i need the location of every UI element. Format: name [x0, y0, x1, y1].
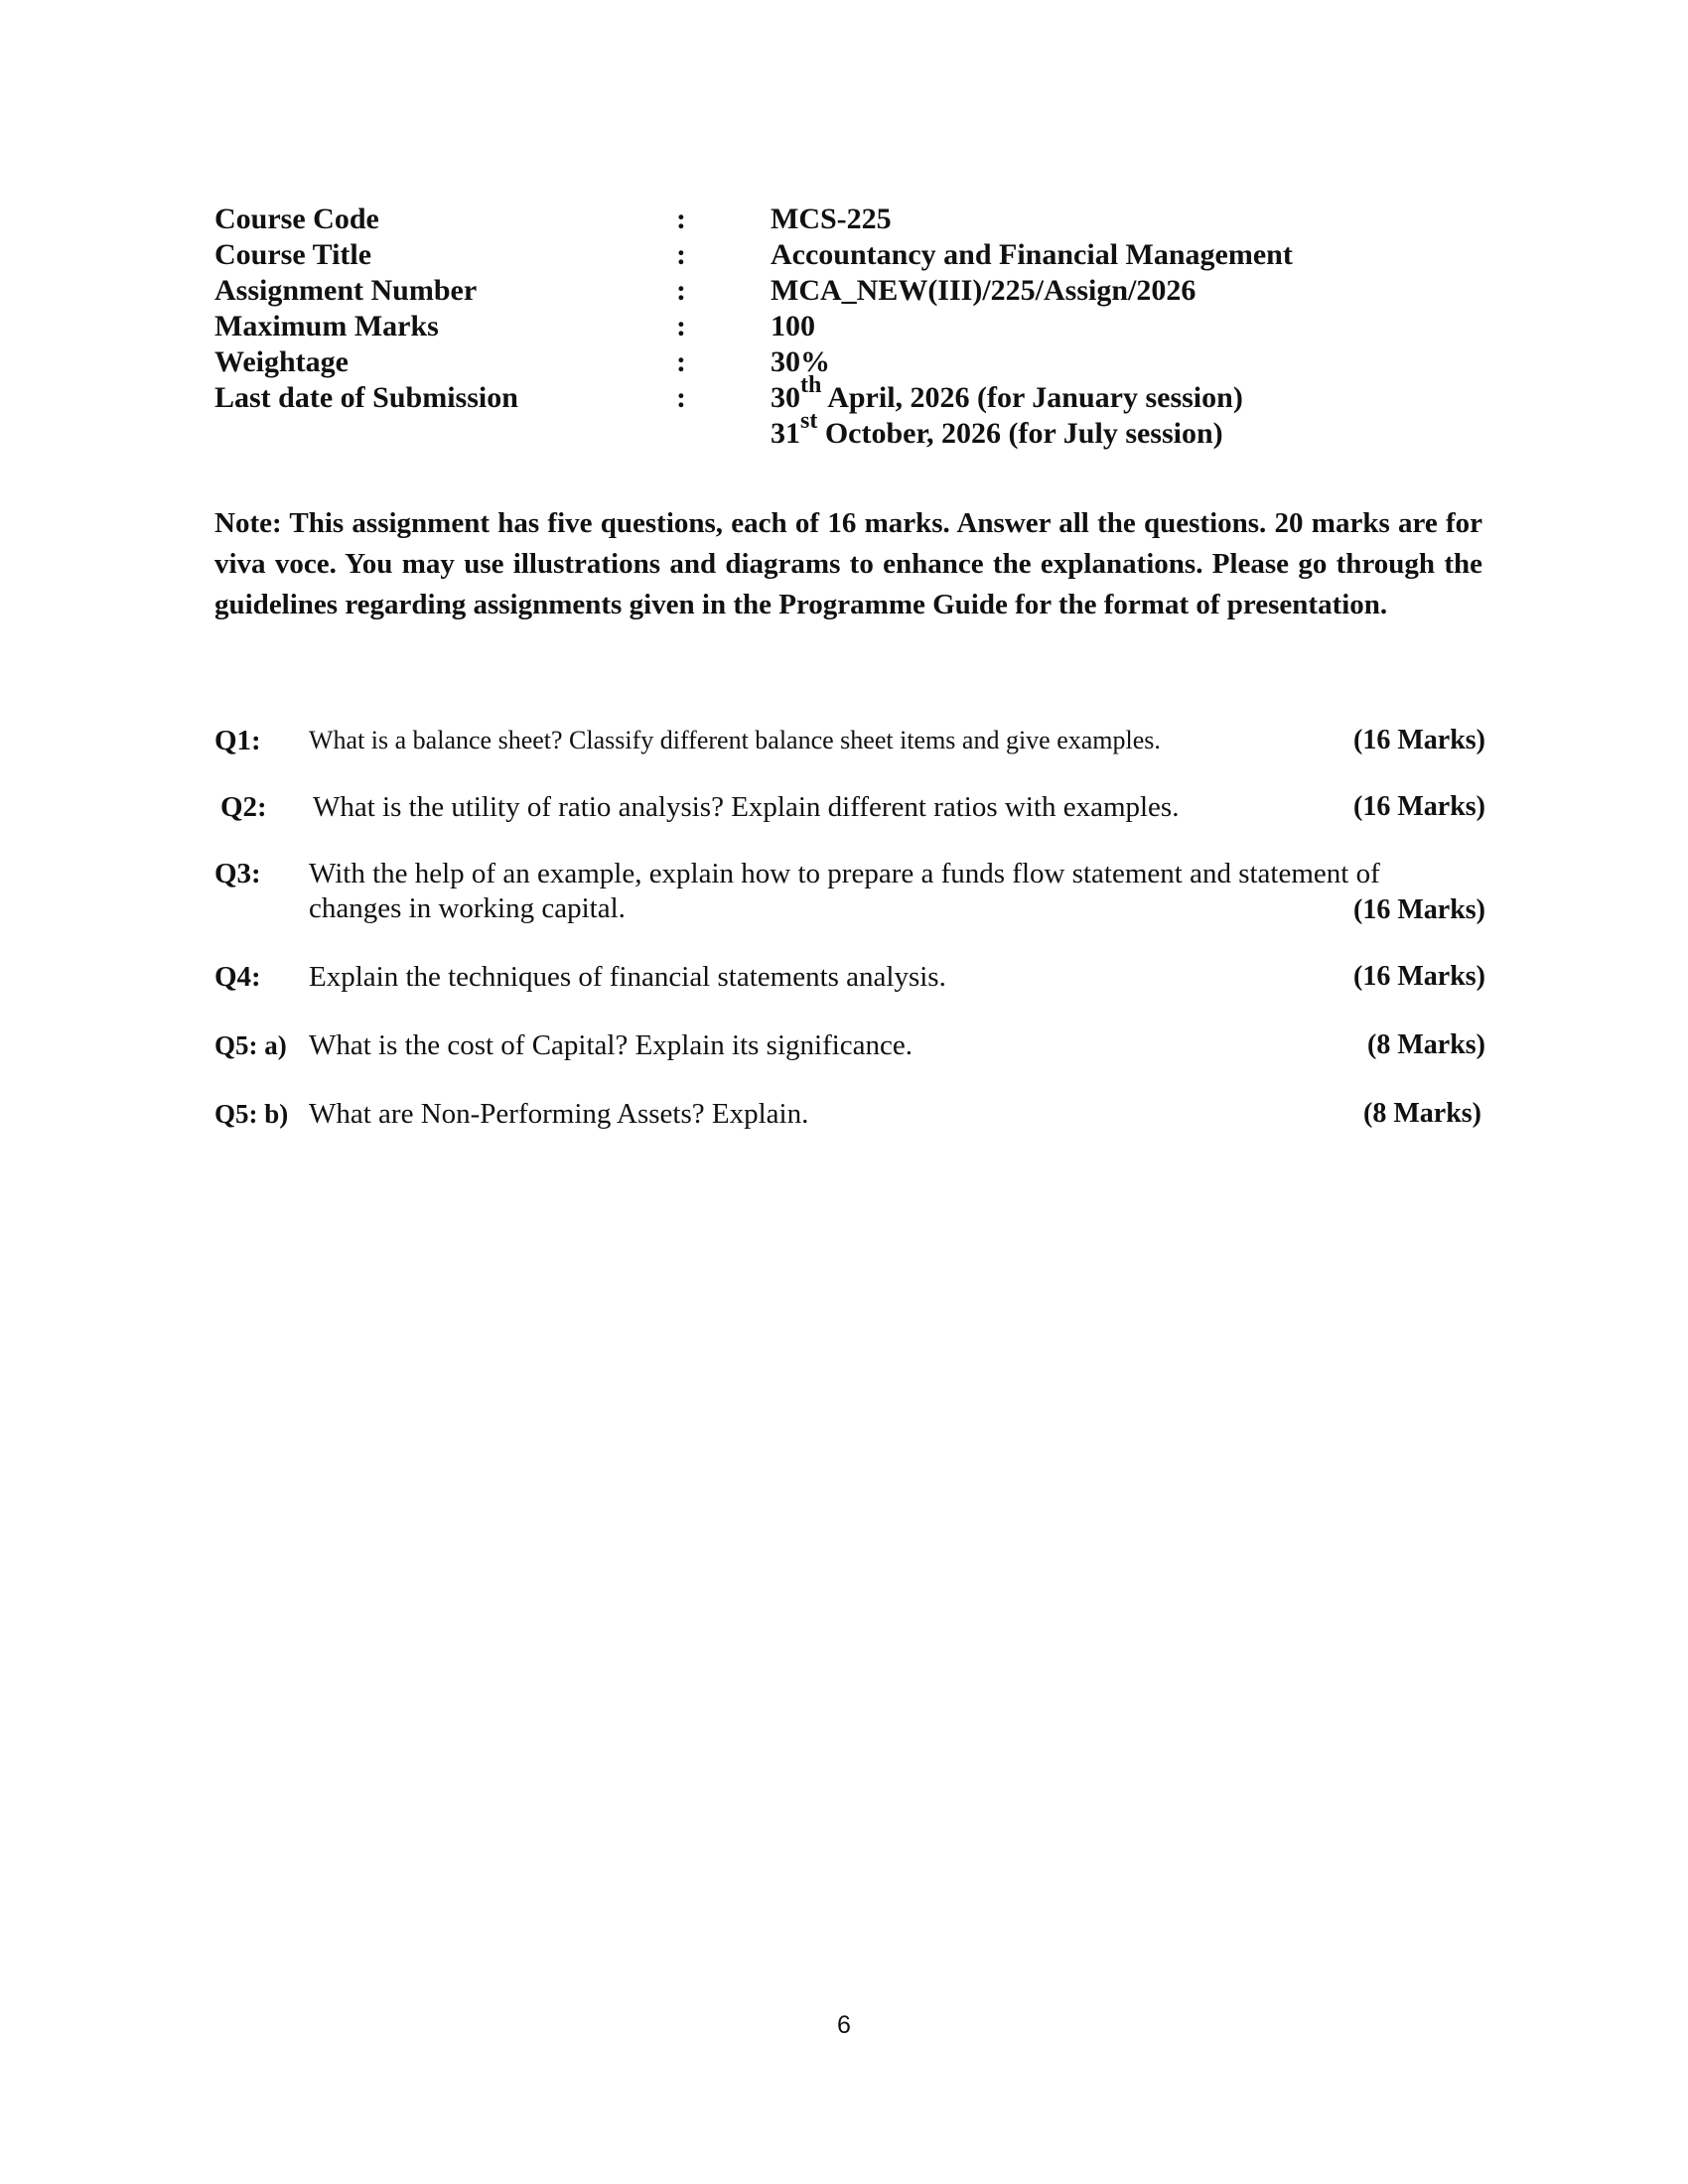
- weightage-value: 30%: [771, 345, 830, 378]
- date-day: 31: [771, 417, 800, 450]
- question-number: Q5: b): [214, 1099, 289, 1129]
- question-number: Q1:: [214, 725, 261, 756]
- question-number: Q5: a): [214, 1030, 287, 1060]
- question-marks: (16 Marks): [1353, 791, 1485, 822]
- question-text: What is the cost of Capital? Explain its significance.: [309, 1029, 914, 1061]
- question-marks: (8 Marks): [1363, 1098, 1481, 1129]
- question-text: What is a balance sheet? Classify different balance sheet items and give examples.: [309, 726, 1161, 754]
- course-info: [214, 202, 1505, 452]
- maximum-marks-value: 100: [771, 310, 815, 342]
- info-colon: :: [676, 274, 686, 307]
- question-marks: (16 Marks): [1353, 894, 1485, 925]
- course-code-value: MCS-225: [771, 203, 892, 235]
- submission-row-2: [214, 408, 1505, 452]
- question-3: [214, 856, 1485, 929]
- date-rest: October, 2026 (for July session): [817, 417, 1223, 450]
- info-colon: :: [676, 238, 686, 271]
- page-number: 6: [837, 2011, 851, 2039]
- question-text-line-2: changes in working capital.: [309, 892, 626, 924]
- assignment-number-row: [214, 273, 1505, 309]
- maximum-marks-row: [214, 309, 1505, 344]
- question-marks: (16 Marks): [1353, 961, 1485, 992]
- question-text: What are Non-Performing Assets? Explain.: [309, 1098, 809, 1130]
- info-colon: :: [676, 345, 686, 378]
- date-day: 30: [771, 381, 800, 414]
- info-colon: :: [676, 381, 686, 414]
- date-ordinal: th: [800, 372, 822, 398]
- info-label: Course Code: [214, 203, 379, 235]
- question-number: Q3:: [214, 858, 261, 889]
- info-label: Last date of Submission: [214, 381, 518, 414]
- assignment-number-value: MCA_NEW(III)/225/Assign/2026: [771, 274, 1196, 307]
- date-rest: April, 2026 (for January session): [821, 381, 1243, 414]
- info-label: Course Title: [214, 238, 372, 271]
- question-marks: (8 Marks): [1367, 1029, 1485, 1060]
- info-label: Weightage: [214, 345, 349, 378]
- question-marks: (16 Marks): [1353, 725, 1485, 755]
- info-colon: :: [676, 203, 686, 235]
- submission-row: [214, 372, 1505, 416]
- course-code-row: [214, 202, 1505, 237]
- info-colon: :: [676, 310, 686, 342]
- question-text: What is the utility of ratio analysis? Explain different ratios with examples.: [313, 791, 1180, 823]
- info-label: Assignment Number: [214, 274, 478, 307]
- question-text-line-1: With the help of an example, explain how to prepare a funds flow statement and statement of: [309, 858, 1380, 889]
- assignment-note: Note: This assignment has five questions, each of 16 marks. Answer all the questions. 20 marks are for viva voce. You may use illustrations and diagrams to enhance the explanations. Please go through the guidelines regarding assignments given in the Programme Guide for the format of presentation.: [214, 507, 1482, 620]
- info-label: Maximum Marks: [214, 310, 439, 342]
- date-ordinal: st: [800, 408, 818, 434]
- submission-date-january: [771, 372, 1243, 416]
- question-number: Q4:: [214, 961, 261, 993]
- weightage-row: [214, 344, 1505, 380]
- question-text: Explain the techniques of financial statements analysis.: [309, 961, 946, 993]
- course-title-value: Accountancy and Financial Management: [771, 238, 1293, 271]
- question-number: Q2:: [220, 791, 267, 823]
- submission-date-july: [771, 408, 1223, 452]
- course-title-row: [214, 237, 1505, 273]
